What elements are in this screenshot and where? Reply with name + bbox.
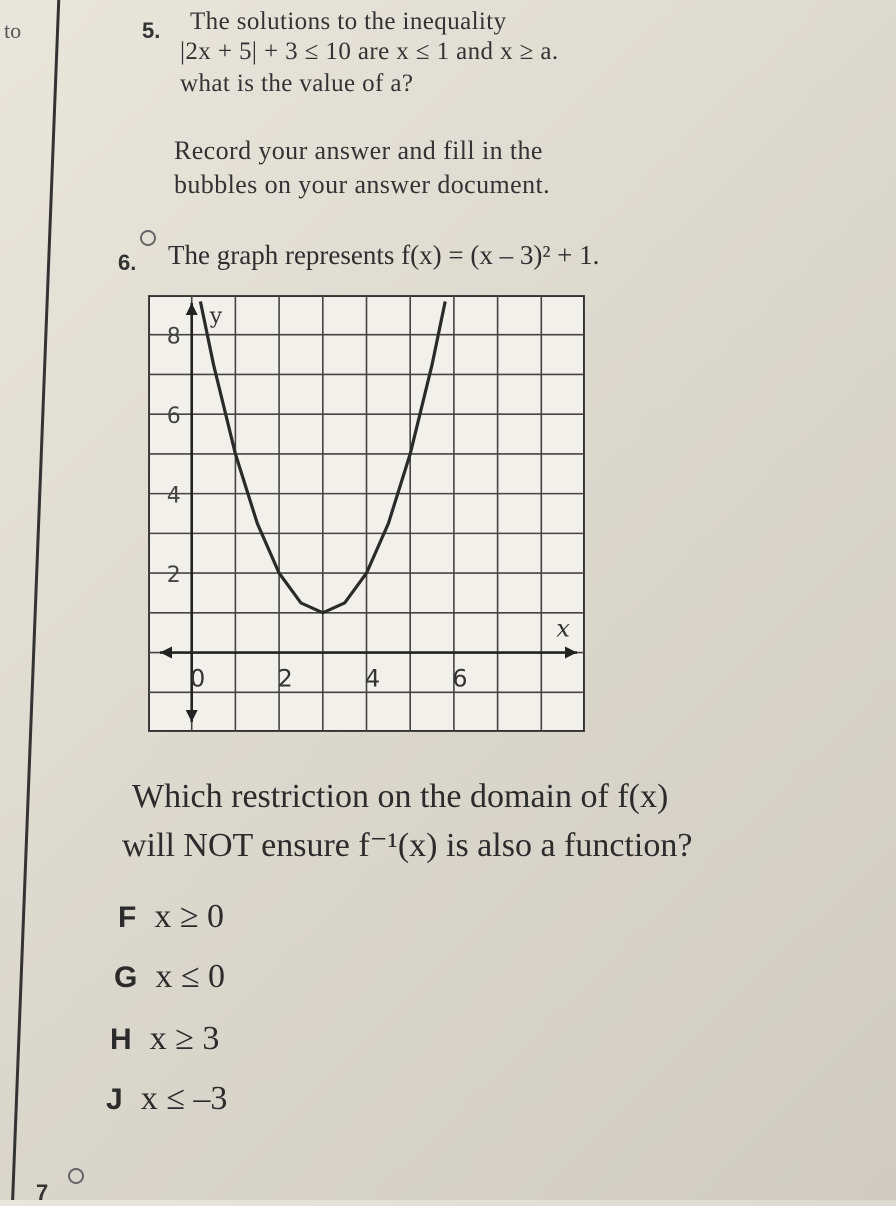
choice-f[interactable] xyxy=(118,898,224,936)
margin-text: to xyxy=(4,18,22,43)
x-axis-label: x xyxy=(556,614,570,643)
y-axis-label: y xyxy=(209,304,223,329)
parabola-graph xyxy=(148,295,585,732)
choice-h[interactable] xyxy=(110,1020,219,1058)
choice-letter: F xyxy=(118,901,137,934)
x-tick-label: 0 xyxy=(190,664,206,693)
q6-question-line-1: Which restriction on the domain of f(x) xyxy=(132,778,669,815)
choice-j[interactable] xyxy=(106,1080,227,1118)
choice-expression: x ≥ 3 xyxy=(149,1020,220,1057)
y-tick-label: 8 xyxy=(166,324,181,350)
q7-number: 7 xyxy=(36,1180,49,1205)
choice-letter: H xyxy=(110,1023,132,1056)
q6-bubble xyxy=(140,230,156,246)
choice-expression: x ≥ 0 xyxy=(154,898,224,935)
q5-instructions-2: bubbles on your answer document. xyxy=(174,170,550,199)
q5-line-1: The solutions to the inequality xyxy=(190,8,507,35)
q7-bubble xyxy=(68,1168,84,1184)
q5-instructions-1: Record your answer and fill in the xyxy=(174,136,543,165)
choice-expression: x ≤ –3 xyxy=(140,1080,228,1117)
q6-number: 6. xyxy=(118,250,137,275)
choice-expression: x ≤ 0 xyxy=(155,958,226,995)
choice-letter: G xyxy=(114,961,138,994)
q5-line-2: |2x + 5| + 3 ≤ 10 are x ≤ 1 and x ≥ a. xyxy=(180,38,559,65)
x-tick-label: 4 xyxy=(364,664,381,693)
y-tick-label: 4 xyxy=(166,483,181,509)
q6-prompt: The graph represents f(x) = (x – 3)² + 1. xyxy=(168,240,600,270)
choice-letter: J xyxy=(106,1083,123,1116)
y-tick-label: 6 xyxy=(166,404,181,430)
q5-line-3: what is the value of a? xyxy=(180,70,414,97)
q6-question-line-2: will NOT ensure f⁻¹(x) is also a function? xyxy=(122,827,693,864)
choice-g[interactable] xyxy=(114,958,225,996)
y-tick-label: 2 xyxy=(166,563,181,589)
margin-rule xyxy=(0,0,110,1200)
x-tick-label: 6 xyxy=(452,664,468,693)
x-tick-label: 2 xyxy=(277,664,293,693)
q5-number: 5. xyxy=(142,18,161,43)
